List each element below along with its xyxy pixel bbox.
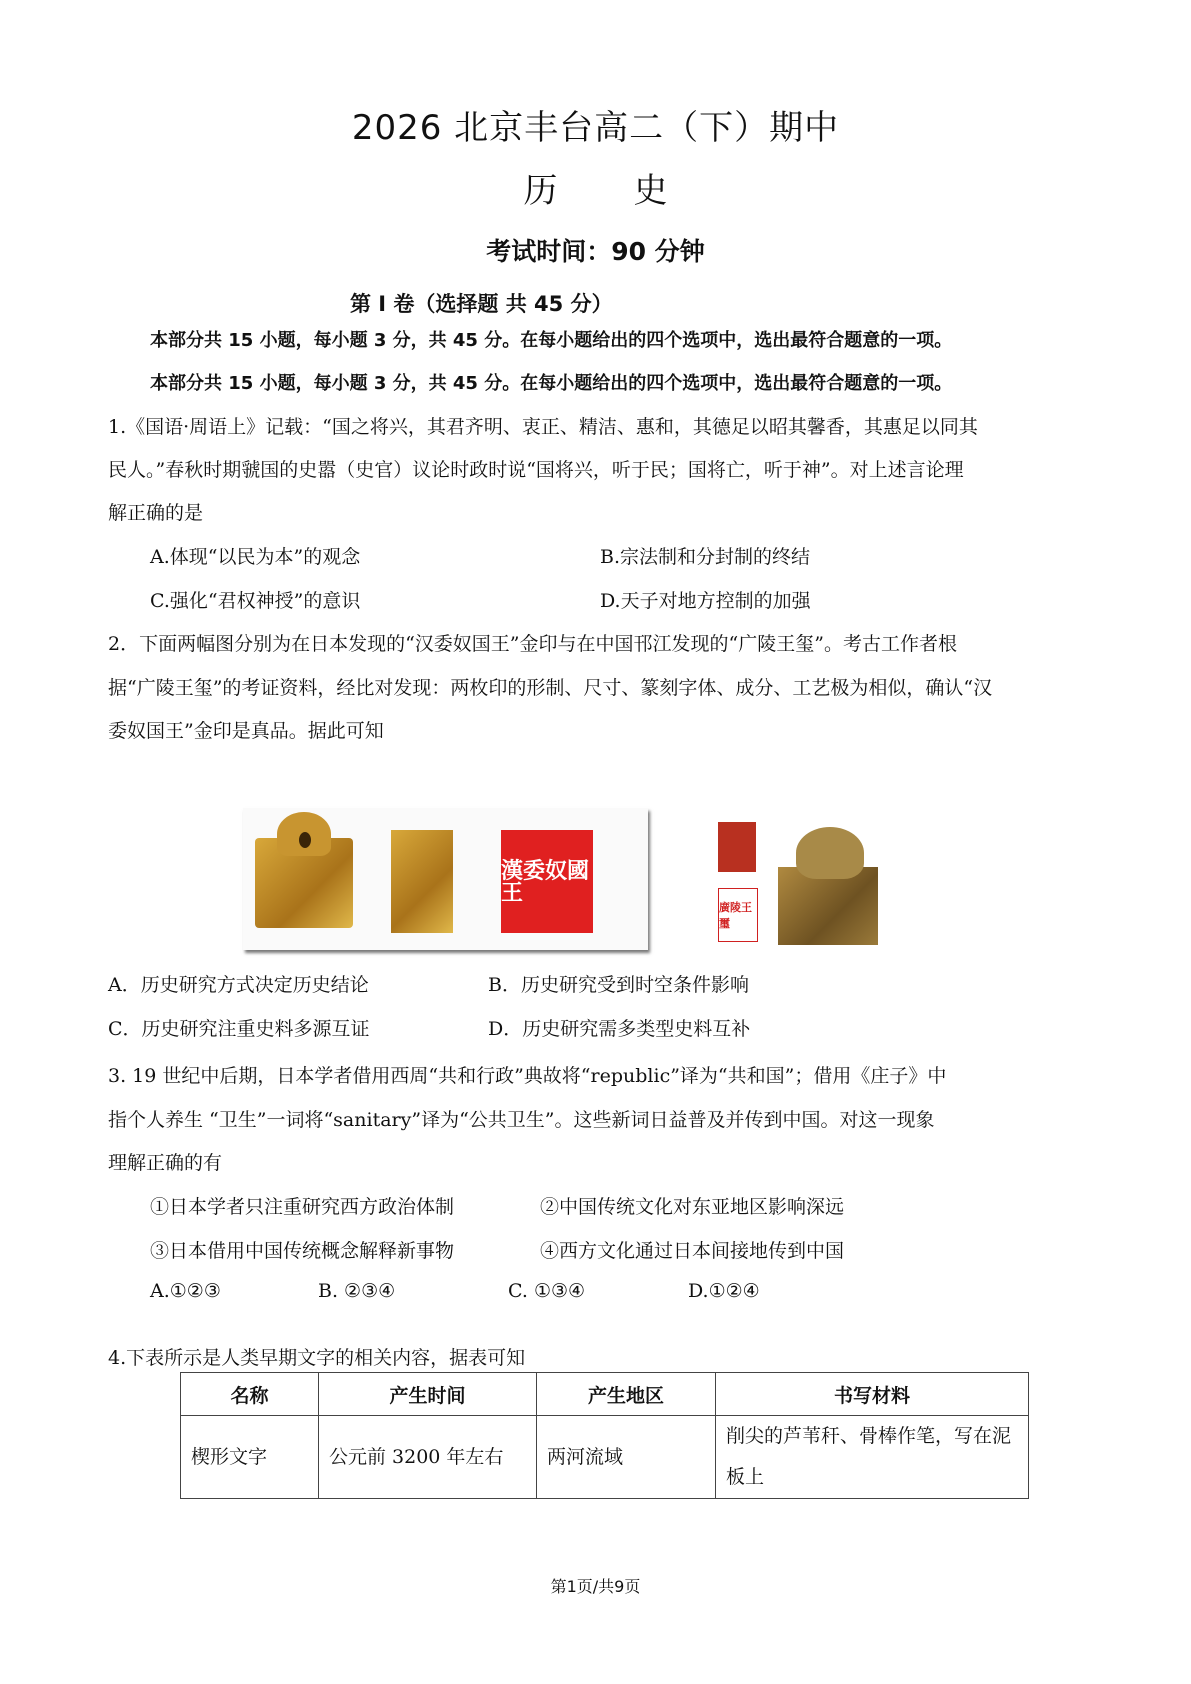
gold-seal-imprint — [391, 830, 453, 933]
exam-time: 考试时间：90 分钟 — [486, 237, 705, 266]
table-header: 产生地区 — [537, 1373, 716, 1416]
question-stem: 解正确的是 — [108, 502, 204, 524]
part-title: 第 I 卷（选择题 共 45 分） — [350, 292, 613, 316]
option-b[interactable]: B.宗法制和分封制的终结 — [600, 546, 811, 568]
question-stem: 理解正确的有 — [108, 1152, 223, 1174]
option-c[interactable]: C.强化“君权神授”的意识 — [150, 590, 361, 612]
option-c[interactable]: C．历史研究注重史料多源互证 — [108, 1018, 370, 1040]
option-b[interactable]: B. ②③④ — [318, 1280, 396, 1302]
question-stem: 委奴国王”金印是真品。据此可知 — [108, 720, 384, 742]
early-writing-table — [180, 1372, 1029, 1499]
question-stem: 民人。”春秋时期虢国的史嚣（史官）议论时政时说“国将兴，听于民；国将亡，听于神”。对上述言论理 — [108, 459, 964, 481]
question-stem: 4.下表所示是人类早期文字的相关内容，据表可知 — [108, 1347, 526, 1369]
table-cell: 楔形文字 — [181, 1416, 319, 1499]
red-seal-imprint: 漢委奴國王 — [501, 830, 593, 933]
option-a[interactable]: A．历史研究方式决定历史结论 — [108, 974, 369, 996]
question-stem: 3. 19 世纪中后期，日本学者借用西周“共和行政”典故将“republic”译为“共和国”；借用《庄子》中 — [108, 1065, 947, 1087]
exam-title: 2026 北京丰台高二（下）期中 — [351, 108, 840, 148]
table-header: 书写材料 — [716, 1373, 1029, 1416]
statement-1: ①日本学者只注重研究西方政治体制 — [150, 1196, 455, 1218]
option-d[interactable]: D.①②④ — [688, 1280, 760, 1302]
red-seal-top — [718, 822, 756, 872]
table-header: 产生时间 — [319, 1373, 537, 1416]
instructions: 本部分共 15 小题，每小题 3 分，共 45 分。在每小题给出的四个选项中，选出最符合题意的一项。 — [150, 330, 953, 351]
table-header-row — [181, 1373, 1029, 1416]
subject-char: 史 — [633, 171, 668, 211]
question-stem: 2．下面两幅图分别为在日本发现的“汉委奴国王”金印与在中国邗江发现的“广陵王玺”。考古工作者根 — [108, 633, 957, 655]
question-stem: 1.《国语·周语上》记载：“国之将兴，其君齐明、衷正、精洁、惠和，其德足以昭其馨香，其惠足以同其 — [108, 416, 978, 438]
table-cell: 公元前 3200 年左右 — [319, 1416, 537, 1499]
subject-title — [0, 163, 1191, 212]
page-indicator: 第1页/共9页 — [550, 1577, 641, 1596]
statement-3: ③日本借用中国传统概念解释新事物 — [150, 1240, 455, 1262]
option-a[interactable]: A.体现“以民为本”的观念 — [150, 546, 361, 568]
instructions: 本部分共 15 小题，每小题 3 分，共 45 分。在每小题给出的四个选项中，选出最符合题意的一项。 — [150, 373, 953, 394]
table-row — [181, 1416, 1029, 1499]
option-d[interactable]: D.天子对地方控制的加强 — [600, 590, 811, 612]
table-header: 名称 — [181, 1373, 319, 1416]
red-seal-bottom: 廣陵王璽 — [718, 888, 758, 942]
subject-char: 历 — [523, 171, 558, 211]
gold-seal-photo — [255, 838, 353, 928]
statement-2: ②中国传统文化对东亚地区影响深远 — [540, 1196, 845, 1218]
gold-seal-photo — [778, 867, 878, 945]
question-stem: 指个人养生 “卫生”一词将“sanitary”译为“公共卫生”。这些新词日益普及并传到中国。对这一现象 — [108, 1109, 935, 1131]
guang-ling-seal-image — [718, 812, 978, 954]
question-stem: 据“广陵王玺”的考证资料，经比对发现：两枚印的形制、尺寸、篆刻字体、成分、工艺极为相似，确认“汉 — [108, 677, 993, 699]
option-d[interactable]: D．历史研究需多类型史料互补 — [488, 1018, 751, 1040]
table-cell: 削尖的芦苇秆、骨棒作笔，写在泥板上 — [716, 1416, 1029, 1499]
option-c[interactable]: C. ①③④ — [508, 1280, 586, 1302]
han-wei-nu-seal-image — [243, 808, 648, 950]
option-a[interactable]: A.①②③ — [150, 1280, 221, 1302]
statement-4: ④西方文化通过日本间接地传到中国 — [540, 1240, 845, 1262]
option-b[interactable]: B．历史研究受到时空条件影响 — [488, 974, 749, 996]
table-cell: 两河流域 — [537, 1416, 716, 1499]
